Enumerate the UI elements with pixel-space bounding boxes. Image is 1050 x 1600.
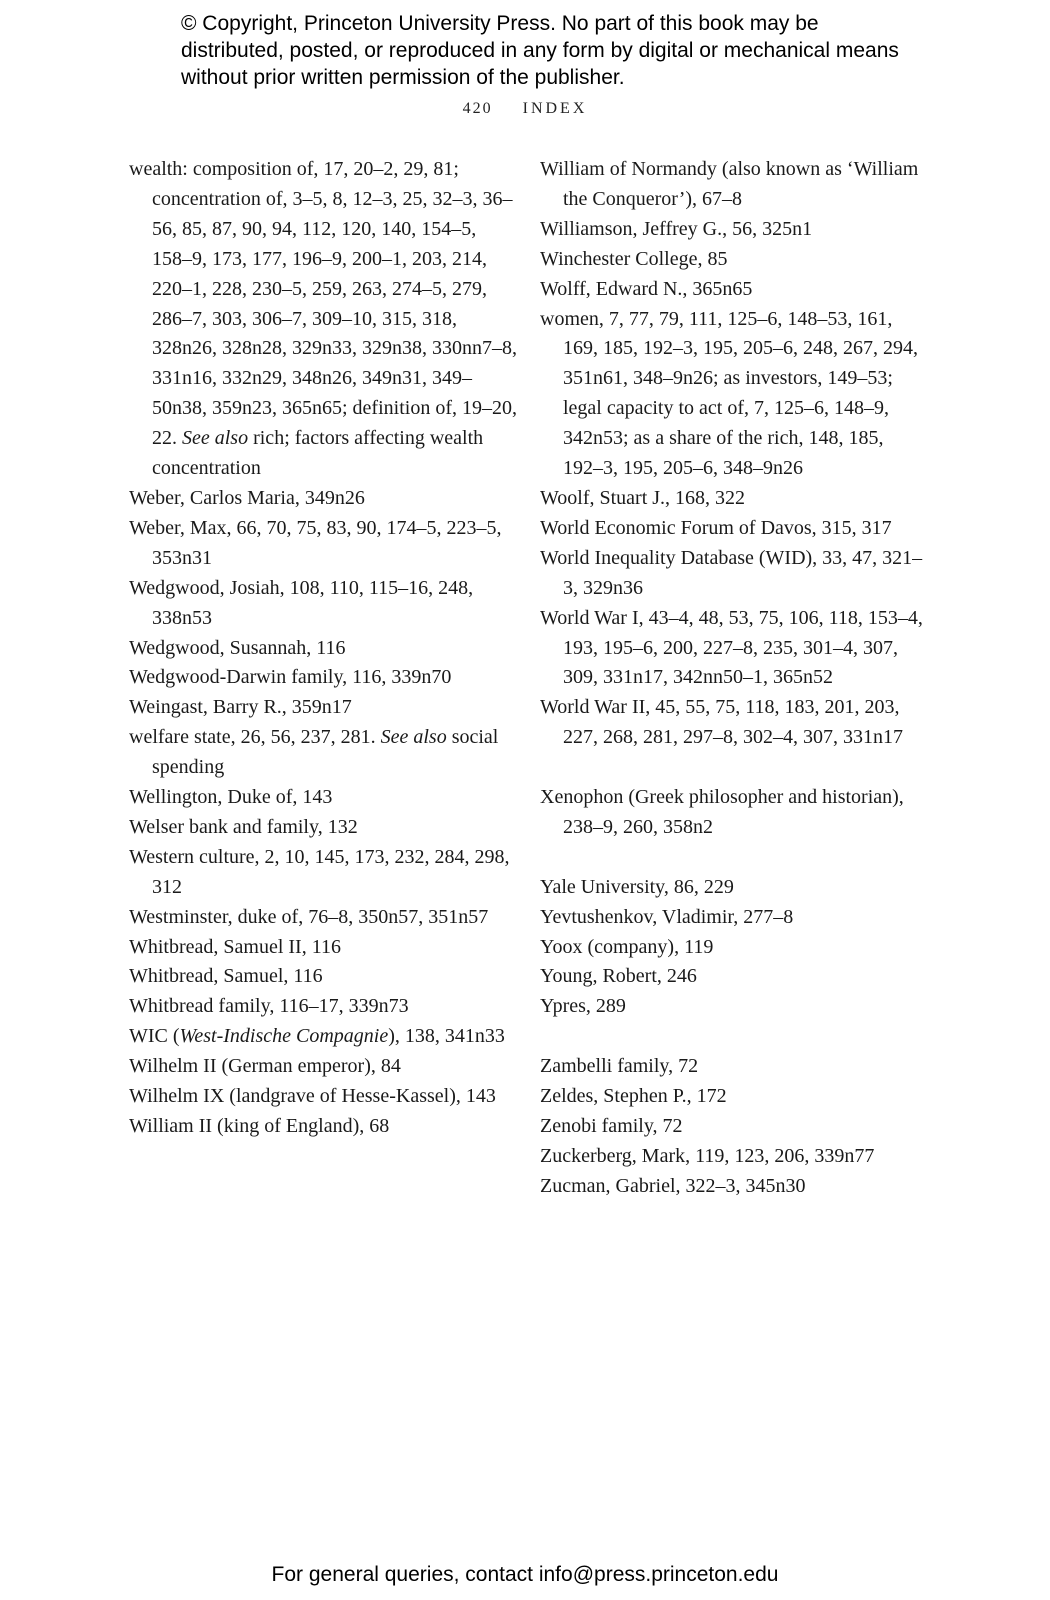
index-entry: Zenobi family, 72 <box>540 1114 683 1137</box>
index-entry: Wilhelm II (German emperor), 84 <box>129 1055 401 1078</box>
page-number: 420 <box>462 100 493 117</box>
index-entry: welfare state, 26, 56, 237, 281. See also social spending <box>129 726 499 779</box>
index-entry: Wolff, Edward N., 365n65 <box>540 277 753 300</box>
index-entry: wealth: composition of, 17, 20–2, 29, 81; concentration of, 3–5, 8, 12–3, 25, 32–3, 36–56, 85, 87, 90, 94, 112, 120, 140, 154–5, 158–9, 173, 177, 196–9, 200–1, 203, 214, 220–1, 228, 230–5, 259, 263, 274–5, 279, 286–7, 303, 306–7, 309–10, 315, 318, 328n26, 328n28, 329n33, 329n38, 330nn7–8, 331n16, 332n29, 348n26, 349n31, 349–50n38, 359n23, 365n65; definition of, 19–20, 22. See also rich; factors affecting wealth concentration <box>129 158 517 480</box>
letter-section-gap <box>540 1022 925 1052</box>
index-entry: Wedgwood, Josiah, 108, 110, 115–16, 248, 338n53 <box>129 576 474 629</box>
index-entry: William II (king of England), 68 <box>129 1115 390 1137</box>
index-entry: Weingast, Barry R., 359n17 <box>129 696 352 719</box>
index-entry: women, 7, 77, 79, 111, 125–6, 148–53, 161, 169, 185, 192–3, 195, 205–6, 248, 267, 294, 351n61, 348–9n26; as investors, 149–53; legal capacity to act of, 7, 125–6, 148–9, 342n53; as a share of the rich, 148, 185, 192–3, 195, 205–6, 348–9n26 <box>540 307 918 480</box>
index-entry: Western culture, 2, 10, 145, 173, 232, 284, 298, 312 <box>129 845 510 898</box>
index-entry: Zucman, Gabriel, 322–3, 345n30 <box>540 1174 806 1197</box>
index-entry: Yevtushenkov, Vladimir, 277–8 <box>540 905 794 928</box>
index-entry: World Economic Forum of Davos, 315, 317 <box>540 516 892 539</box>
index-entry: World War II, 45, 55, 75, 118, 183, 201, 203, 227, 268, 281, 297–8, 302–4, 307, 331n17 <box>540 696 903 749</box>
index-entry: Whitbread, Samuel, 116 <box>129 965 323 988</box>
letter-section-gap <box>540 753 925 783</box>
index-entry: World Inequality Database (WID), 33, 47, 321–3, 329n36 <box>540 546 923 599</box>
index-entry: Weber, Max, 66, 70, 75, 83, 90, 174–5, 223–5, 353n31 <box>129 516 502 569</box>
index-entry: WIC (West-Indische Compagnie), 138, 341n33 <box>129 1025 505 1048</box>
index-entry: Xenophon (Greek philosopher and historian), 238–9, 260, 358n2 <box>540 786 904 838</box>
copyright-notice: © Copyright, Princeton University Press. No part of this book may be distributed, posted, or reproduced in any form by digital or mechanical means without prior written permission of the publisher. <box>181 12 899 89</box>
index-column-right <box>540 155 925 1202</box>
index-entry: Winchester College, 85 <box>540 247 728 270</box>
index-entry: Whitbread family, 116–17, 339n73 <box>129 995 409 1018</box>
index-entry: Wedgwood, Susannah, 116 <box>129 636 346 659</box>
index-entry: Wedgwood-Darwin family, 116, 339n70 <box>129 666 452 689</box>
index-entry: Yoox (company), 119 <box>540 935 714 958</box>
section-title: INDEX <box>522 100 588 117</box>
index-entry: Westminster, duke of, 76–8, 350n57, 351n57 <box>129 905 489 928</box>
running-head <box>0 100 1050 118</box>
letter-section-gap <box>540 843 925 873</box>
footer-contact: For general queries, contact info@press.princeton.edu <box>271 1563 779 1586</box>
index-entry: Wellington, Duke of, 143 <box>129 786 333 809</box>
index-entry: Yale University, 86, 229 <box>540 875 734 898</box>
index-entry: Woolf, Stuart J., 168, 322 <box>540 486 746 509</box>
index-column-left <box>129 155 519 1142</box>
index-entry: World War I, 43–4, 48, 53, 75, 106, 118, 153–4, 193, 195–6, 200, 227–8, 235, 301–4, 307, 309, 331n17, 342nn50–1, 365n52 <box>540 606 923 689</box>
index-entry: Weber, Carlos Maria, 349n26 <box>129 486 365 509</box>
index-entry: Ypres, 289 <box>540 995 626 1018</box>
index-entry: Welser bank and family, 132 <box>129 815 358 838</box>
index-entry: William of Normandy (also known as ‘William the Conqueror’), 67–8 <box>540 158 919 210</box>
index-entry: Whitbread, Samuel II, 116 <box>129 935 341 958</box>
index-entry: Zuckerberg, Mark, 119, 123, 206, 339n77 <box>540 1144 875 1167</box>
index-entry: Zambelli family, 72 <box>540 1055 699 1078</box>
index-entry: Williamson, Jeffrey G., 56, 325n1 <box>540 217 813 240</box>
index-entry: Wilhelm IX (landgrave of Hesse-Kassel), 143 <box>129 1085 496 1108</box>
index-entry: Zeldes, Stephen P., 172 <box>540 1085 727 1108</box>
index-entry: Young, Robert, 246 <box>540 965 697 988</box>
